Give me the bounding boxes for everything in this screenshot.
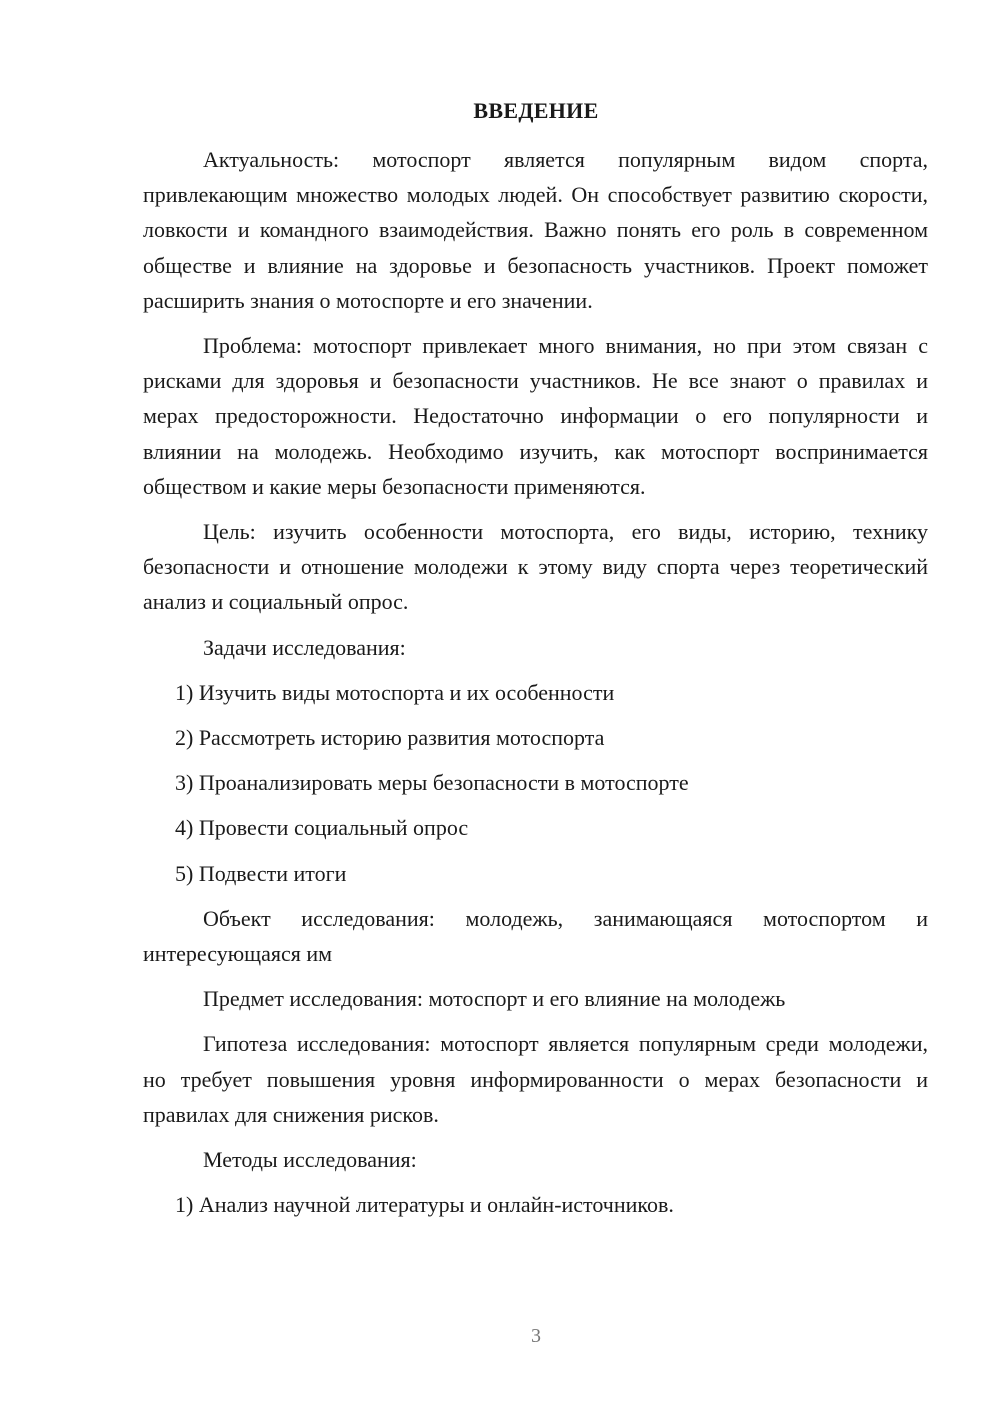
task-item: 2) Рассмотреть историю развития мотоспорта (175, 725, 605, 751)
task-item: 1) Изучить виды мотоспорта и их особенности (175, 679, 615, 705)
hypothesis-paragraph: Гипотеза исследования: мотоспорт является популярным среди молодежи, но требует повышения уровня информированности о мерах безопасности и правилах для снижения рисков. (143, 1031, 928, 1127)
task-item: 4) Провести социальный опрос (175, 815, 469, 841)
method-item: 1) Анализ научной литературы и онлайн-источников. (175, 1192, 674, 1218)
task-item: 5) Подвести итоги (175, 860, 347, 886)
object-paragraph: Объект исследования: молодежь, занимающаяся мотоспортом и интересующаяся им (143, 905, 928, 967)
goal-paragraph: Цель: изучить особенности мотоспорта, его виды, историю, технику безопасности и отношение молодежи к этому виду спорта через теоретический анализ и социальный опрос. (143, 519, 928, 615)
document-body (143, 142, 928, 1232)
task-item: 3) Проанализировать меры безопасности в мотоспорте (175, 770, 689, 796)
tasks-title: Задачи исследования: (203, 634, 406, 660)
page-title: ВВЕДЕНИЕ (473, 98, 599, 123)
subject-paragraph: Предмет исследования: мотоспорт и его влияние на молодежь (203, 986, 786, 1012)
problem-paragraph: Проблема: мотоспорт привлекает много внимания, но при этом связан с рисками для здоровья и безопасности участников. Не все знают о правилах и мерах предосторожности. Недостаточно информации о его популярности и влиянии на молодежь. Необходимо изучить, как мотоспорт воспринимается обществом и какие меры безопасности применяются. (143, 333, 928, 499)
page-number: 3 (531, 1325, 541, 1347)
methods-title: Методы исследования: (203, 1147, 417, 1173)
relevance-paragraph: Актуальность: мотоспорт является популярным видом спорта, привлекающим множество молодых людей. Он способствует развитию скорости, ловкости и командного взаимодействия. Важно понять его роль в современном обществе и влияние на здоровье и безопасность участников. Проект поможет расширить знания о мотоспорте и его значении. (143, 147, 928, 313)
